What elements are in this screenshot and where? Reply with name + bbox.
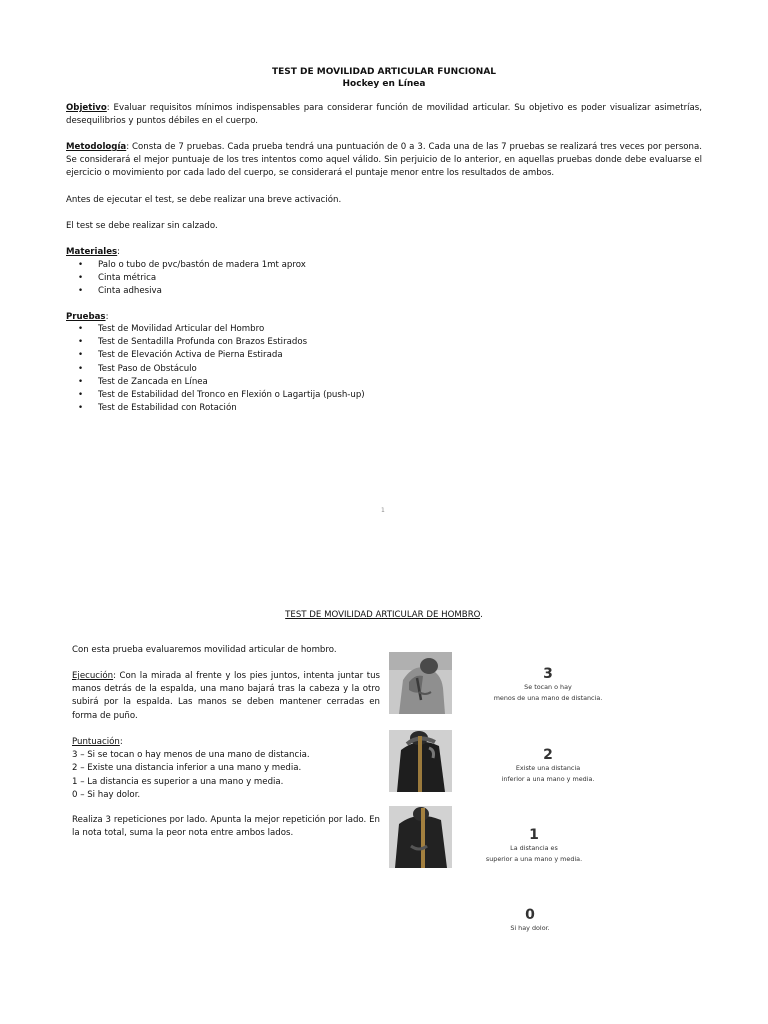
- objetivo-paragraph: [66, 102, 702, 128]
- page-number: 1: [381, 507, 385, 514]
- photo-illustration: [389, 652, 452, 714]
- calzado-paragraph: El test se debe realizar sin calzado.: [66, 221, 218, 231]
- metodologia-paragraph: [66, 141, 702, 181]
- objetivo-label: Objetivo: [66, 103, 107, 113]
- score-caption: Se tocan o hay: [524, 683, 572, 691]
- list-item: • Test de Zancada en Línea: [66, 376, 365, 389]
- list-item: • Cinta adhesiva: [66, 285, 306, 298]
- ejecucion-paragraph: [72, 670, 380, 723]
- score-caption: superior a una mano y media.: [485, 855, 583, 863]
- photo-illustration: [389, 730, 452, 792]
- score-caption: inferior a una mano y media.: [501, 775, 595, 783]
- section-title-text: TEST DE MOVILIDAD ARTICULAR DE HOMBRO: [285, 610, 481, 620]
- score-caption: La distancia es: [510, 844, 558, 852]
- activacion-paragraph: Antes de ejecutar el test, se debe realizar una breve activación.: [66, 195, 342, 205]
- photo-illustration: [389, 806, 452, 868]
- document-page-2: [0, 590, 768, 1024]
- ejecucion-text: : Con la mirada al frente y los pies juntos, intenta juntar tus manos detrás de la espalda, una mano bajará tras la cabeza y la otro subirá por la espalda. Las manos se deben mantener cerradas en forma de puño.: [72, 671, 380, 721]
- ejecucion-label: Ejecución: [72, 671, 114, 681]
- score-label-3: [486, 666, 610, 704]
- list-item: • Test Paso de Obstáculo: [66, 363, 365, 376]
- materiales-list: [66, 259, 306, 299]
- puntuacion-item: 3 – Si se tocan o hay menos de una mano de distancia.: [72, 750, 310, 761]
- shoulder-test-photo-3: [389, 806, 452, 868]
- section-title: [0, 610, 768, 620]
- score-number: 1: [529, 827, 539, 843]
- list-item: • Test de Estabilidad con Rotación: [66, 402, 365, 415]
- pruebas-label: Pruebas: [66, 312, 106, 322]
- score-label-2: [486, 747, 610, 785]
- shoulder-test-photo-1: [389, 652, 452, 714]
- score-number: 3: [543, 666, 553, 682]
- list-item: • Test de Sentadilla Profunda con Brazos Estirados: [66, 336, 365, 349]
- intro-paragraph: Con esta prueba evaluaremos movilidad articular de hombro.: [72, 645, 337, 655]
- list-item: • Test de Movilidad Articular del Hombro: [66, 323, 365, 336]
- objetivo-text: : Evaluar requisitos mínimos indispensables para considerar función de movilidad articular. Su objetivo es poder visualizar asimetrías, desequilibrios y puntos débiles en el cuerpo.: [66, 103, 702, 127]
- puntuacion-item: 0 – Si hay dolor.: [72, 789, 141, 800]
- score-caption: menos de una mano de distancia.: [493, 694, 603, 702]
- score-caption: Si hay dolor.: [510, 924, 550, 932]
- score-label-0: [468, 907, 592, 934]
- shoulder-test-photo-2: [389, 730, 452, 792]
- list-item: • Test de Elevación Activa de Pierna Estirada: [66, 349, 365, 362]
- score-number: 2: [543, 747, 553, 763]
- puntuacion-label: Puntuación: [72, 737, 120, 747]
- score-caption: Existe una distancia: [515, 764, 581, 772]
- metodologia-label: Metodología: [66, 142, 127, 152]
- puntuacion-block: [72, 736, 380, 802]
- pruebas-list: [66, 323, 365, 415]
- list-item: • Test de Estabilidad del Tronco en Flexión o Lagartija (push-up): [66, 389, 365, 402]
- list-item: • Palo o tubo de pvc/bastón de madera 1mt aprox: [66, 259, 306, 272]
- puntuacion-item: 2 – Existe una distancia inferior a una mano y media.: [72, 763, 302, 774]
- pruebas-heading: Pruebas:: [66, 312, 109, 322]
- list-item: • Cinta métrica: [66, 272, 306, 285]
- puntuacion-heading: Puntuación:: [72, 737, 123, 747]
- materiales-label: Materiales: [66, 247, 118, 257]
- section-title-period: .: [480, 610, 483, 620]
- score-label-1: [472, 827, 596, 865]
- document-subtitle: Hockey en Línea: [342, 79, 426, 89]
- puntuacion-item: 1 – La distancia es superior a una mano y media.: [72, 776, 284, 787]
- repeticiones-paragraph: Realiza 3 repeticiones por lado. Apunta la mejor repetición por lado. En la nota total, suma la peor nota entre ambos lados.: [72, 815, 380, 839]
- metodologia-text: : Consta de 7 pruebas. Cada prueba tendrá una puntuación de 0 a 3. Cada una de las 7 pruebas se realizará tres veces por persona. Se considerará el mejor puntuaje de los tres intentos como aquel válido. Sin perjuicio de lo anterior, en aquellas pruebas donde debe evaluarse el ejercicio o movimiento por cada lado del cuerpo, se considerará el puntaje menor entre los resultados de ambos.: [66, 142, 702, 179]
- score-number: 0: [525, 907, 535, 923]
- document-title: TEST DE MOVILIDAD ARTICULAR FUNCIONAL: [271, 67, 497, 77]
- materiales-heading: Materiales:: [66, 247, 121, 257]
